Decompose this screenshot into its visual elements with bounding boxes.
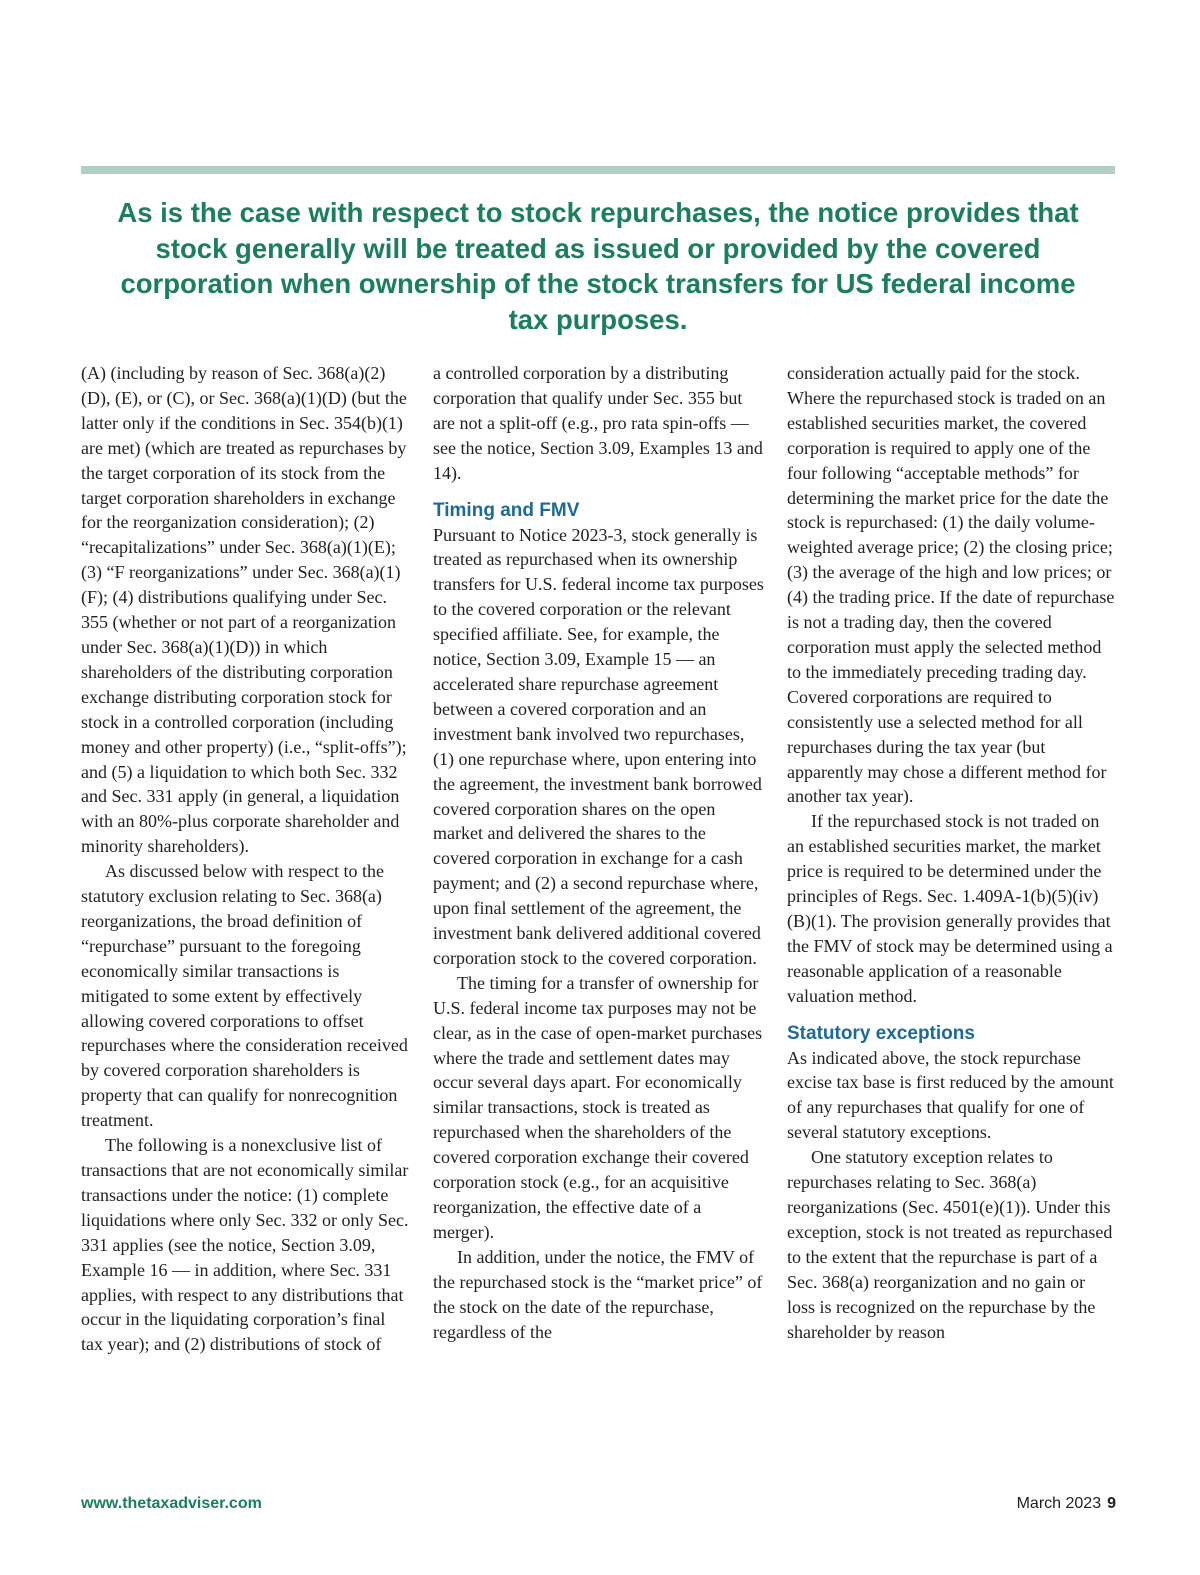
column-1 <box>81 361 411 1357</box>
section-heading-timing: Timing and FMV <box>433 499 580 521</box>
paragraph: One statutory exception relates to repurchases relating to Sec. 368(a) reorganizations (Sec. 4501(e)(1)). Under this exception, stock is not treated as repurchased to the extent that the repurchase is part of a Sec. 368(a) reorganization and no gain or loss is recognized on the repurchase by the shareholder by reason <box>787 1147 1113 1342</box>
paragraph: As indicated above, the stock repurchase excise tax base is first reduced by the amount of any repurchases that qualify for one of several statutory exceptions. <box>787 1047 1114 1143</box>
paragraph: (A) (including by reason of Sec. 368(a)(2)(D), (E), or (C), or Sec. 368(a)(1)(D) (but the latter only if the conditions in Sec. 354(b)(1) are met) (which are treated as repurchases by the target corporation of its stock from the target corporation shareholders in exchange for the reorganization consideration); (2) “recapitalizations” under Sec. 368(a)(1)(E); (3) “F reorganizations” under Sec. 368(a)(1)(F); (4) distributions qualifying under Sec. 355 (whether or not part of a reorganization under Sec. 368(a)(1)(D)) in which shareholders of the distributing corporation exchange distributing corporation stock for stock in a controlled corporation (including money and other property) (i.e., “split-offs”); and (5) a liquidation to which both Sec. 332 and Sec. 331 apply (in general, a liquidation with an 80%-plus corporate shareholder and minority shareholders). <box>81 363 407 857</box>
column-2 <box>433 361 765 1344</box>
pull-quote: As is the case with respect to stock repurchases, the notice provides that stock generally will be treated as issued or provided by the covered corporation when ownership of the stock transfers for US federal income tax purposes. <box>117 197 1079 335</box>
column-3 <box>787 361 1117 1344</box>
paragraph: If the repurchased stock is not traded on an established securities market, the market price is required to be determined under the principles of Regs. Sec. 1.409A-1(b)(5)(iv)(B)(1). The provision generally provides that the FMV of stock may be determined using a reasonable application of a reasonable valuation method. <box>787 811 1113 1006</box>
footer-website-link[interactable]: www.thetaxadviser.com <box>81 1495 262 1512</box>
paragraph: a controlled corporation by a distributing corporation that qualify under Sec. 355 but are not a split-off (e.g., pro rata spin-offs — see the notice, Section 3.09, Examples 13 and 14). <box>433 363 763 483</box>
section-heading-statutory: Statutory exceptions <box>787 1022 975 1044</box>
paragraph: In addition, under the notice, the FMV of the repurchased stock is the “market price” of the stock on the date of the repurchase, regardless of the <box>433 1246 763 1342</box>
page-number: 9 <box>1107 1495 1116 1512</box>
paragraph: The timing for a transfer of ownership for U.S. federal income tax purposes may not be clear, as in the case of open-market purchases where the trade and settlement dates may occur several days apart. For economically similar transactions, stock is treated as repurchased when the shareholders of the covered corporation exchange their covered corporation stock (e.g., for an acquisitive reorganization, the effective date of a merger). <box>433 972 763 1242</box>
footer-issue <box>1017 1495 1116 1513</box>
header-rule <box>81 166 1115 174</box>
paragraph: Pursuant to Notice 2023-3, stock generally is treated as repurchased when its ownership transfers for U.S. federal income tax purposes to the covered corporation or the relevant specified affiliate. See, for example, the notice, Section 3.09, Example 15 — an accelerated share repurchase agreement between a covered corporation and an investment bank involved two repurchases, (1) one repurchase where, upon entering into the agreement, the investment bank borrowed covered corporation shares on the open market and delivered the shares to the covered corporation in exchange for a cash payment; and (2) a second repurchase where, upon final settlement of the agreement, the investment bank delivered additional covered corporation stock to the covered corporation. <box>433 524 764 968</box>
footer-date: March 2023 <box>1016 1495 1102 1512</box>
paragraph: consideration actually paid for the stock. Where the repurchased stock is traded on an established securities market, the covered corporation is required to apply one of the four following “acceptable methods” for determining the market price for the date the stock is repurchased: (1) the daily volume-weighted average price; (2) the closing price; (3) the average of the high and low prices; or (4) the trading price. If the date of repurchase is not a trading day, then the covered corporation must apply the selected method to the immediately preceding trading day. Covered corporations are required to consistently use a selected method for all repurchases during the tax year (but apparently may chose a different method for another tax year). <box>787 363 1115 807</box>
paragraph: The following is a nonexclusive list of transactions that are not economically similar transactions under the notice: (1) complete liquidations where only Sec. 332 or only Sec. 331 applies (see the notice, Section 3.09, Example 16 — in addition, where Sec. 331 applies, with respect to any distributions that occur in the liquidating corporation’s final tax year); and (2) distributions of stock of <box>81 1135 409 1355</box>
paragraph: As discussed below with respect to the statutory exclusion relating to Sec. 368(a) reorganizations, the broad definition of “repurchase” pursuant to the foregoing economically similar transactions is mitigated to some extent by effectively allowing covered corporations to offset repurchases where the consideration received by covered corporation shareholders is property that can qualify for nonrecognition treatment. <box>81 861 408 1131</box>
